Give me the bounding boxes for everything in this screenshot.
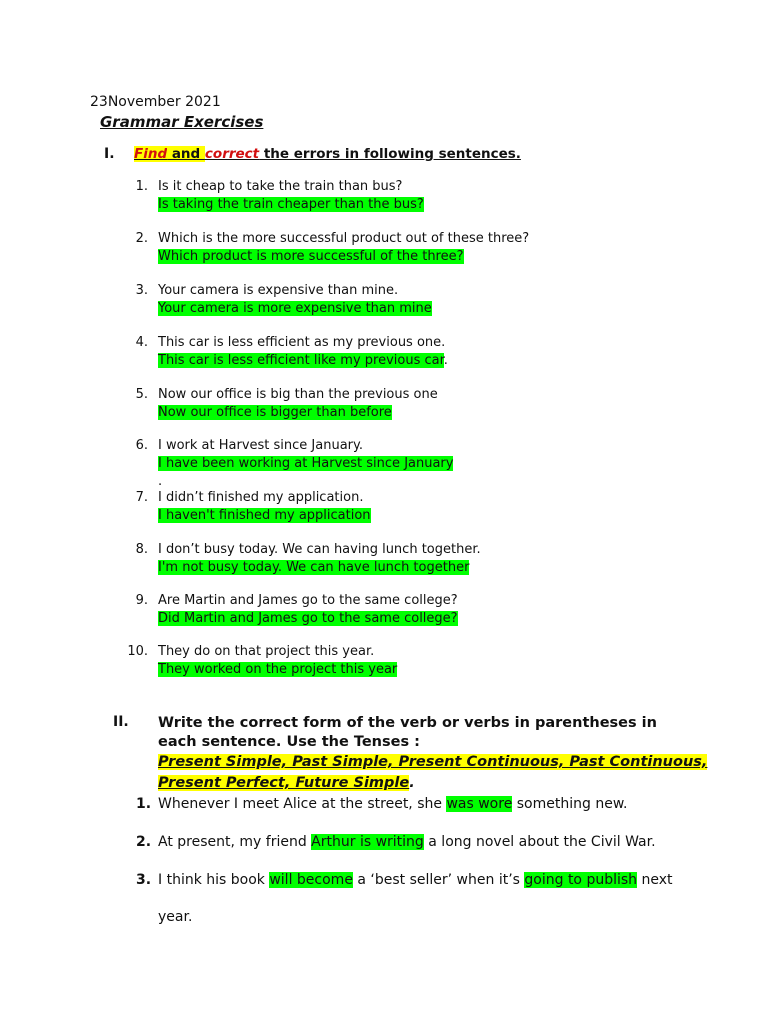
heading-word-and: and — [167, 146, 205, 162]
item-number: 1. — [136, 796, 152, 812]
item-number: 4. — [135, 335, 148, 350]
item-answer: Did Martin and James go to the same college? — [158, 611, 458, 626]
item-answer: I'm not busy today. We can have lunch together — [158, 560, 470, 575]
item-number: 10. — [127, 644, 148, 659]
sentence-part: next — [637, 872, 673, 888]
document-title: Grammar Exercises — [100, 113, 264, 131]
item-answer: Your camera is more expensive than mine — [158, 301, 432, 316]
item-number: 2. — [135, 231, 148, 246]
item-question: I don’t busy today. We can having lunch together. — [158, 542, 481, 557]
heading-rest: the errors in following sentences. — [259, 146, 521, 162]
sentence-part: something new. — [512, 796, 628, 812]
item-answer-tail: . — [443, 353, 448, 368]
answer-highlight: going to publish — [524, 872, 638, 888]
item-question: Your camera is expensive than mine. — [158, 283, 399, 298]
item-number: 7. — [135, 490, 148, 505]
item-number: 3. — [136, 872, 152, 888]
item-answer: Is taking the train cheaper than the bus? — [158, 197, 424, 212]
section-2-numeral: II. — [113, 714, 129, 730]
section-1-numeral: I. — [104, 146, 115, 162]
stray-period: . — [158, 474, 163, 489]
section-2-heading: Write the correct form of the verb or verbs in parentheses in each sentence. Use the Tenses : — [158, 715, 657, 750]
item-number: 9. — [135, 593, 148, 608]
item-answer: I have been working at Harvest since January — [158, 456, 454, 471]
item-question: Now our office is big than the previous one — [158, 387, 438, 402]
item-number: 3. — [135, 283, 148, 298]
sentence-continuation: year. — [158, 909, 193, 925]
item-question: They do on that project this year. — [158, 644, 375, 659]
item-question: I work at Harvest since January. — [158, 438, 363, 453]
heading-word-correct: correct — [204, 146, 260, 162]
item-question: I didn’t finished my application. — [158, 490, 364, 505]
answer-highlight: Arthur is writing — [311, 834, 424, 850]
item-question: Which is the more successful product out of these three? — [158, 231, 530, 246]
item-question: Are Martin and James go to the same college? — [158, 593, 458, 608]
answer-highlight: was wore — [446, 796, 513, 812]
item-number: 2. — [136, 834, 152, 850]
sentence-part: I think his book — [158, 872, 270, 888]
document-date: 23November 2021 — [90, 94, 221, 110]
sentence-part: At present, my friend — [158, 834, 312, 850]
item-number: 5. — [135, 387, 148, 402]
item-number: 8. — [135, 542, 148, 557]
item-number: 1. — [135, 179, 148, 194]
sentence-part: a long novel about the Civil War. — [423, 834, 656, 850]
answer-highlight: will become — [269, 872, 353, 888]
sentence-part: a ‘best seller’ when it’s — [352, 872, 525, 888]
item-answer: Now our office is bigger than before — [158, 405, 392, 420]
item-question: This car is less efficient as my previous one. — [158, 335, 446, 350]
item-answer: This car is less efficient like my previous car — [158, 353, 444, 368]
tenses-list — [158, 752, 707, 794]
section-1-heading — [134, 146, 521, 162]
tenses-period: . — [409, 775, 415, 791]
item-question: Is it cheap to take the train than bus? — [158, 179, 403, 194]
sentence-part: Whenever I meet Alice at the street, she — [158, 796, 447, 812]
item-number: 6. — [135, 438, 148, 453]
item-answer: I haven't finished my application — [158, 508, 371, 523]
tenses-line-2: Present Perfect, Future Simple — [158, 775, 410, 791]
heading-word-find: Find — [134, 146, 168, 162]
item-answer: Which product is more successful of the three? — [158, 249, 464, 264]
tenses-line-1: Present Simple, Past Simple, Present Continuous, Past Continuous, — [158, 754, 708, 770]
item-answer: They worked on the project this year — [158, 662, 398, 677]
